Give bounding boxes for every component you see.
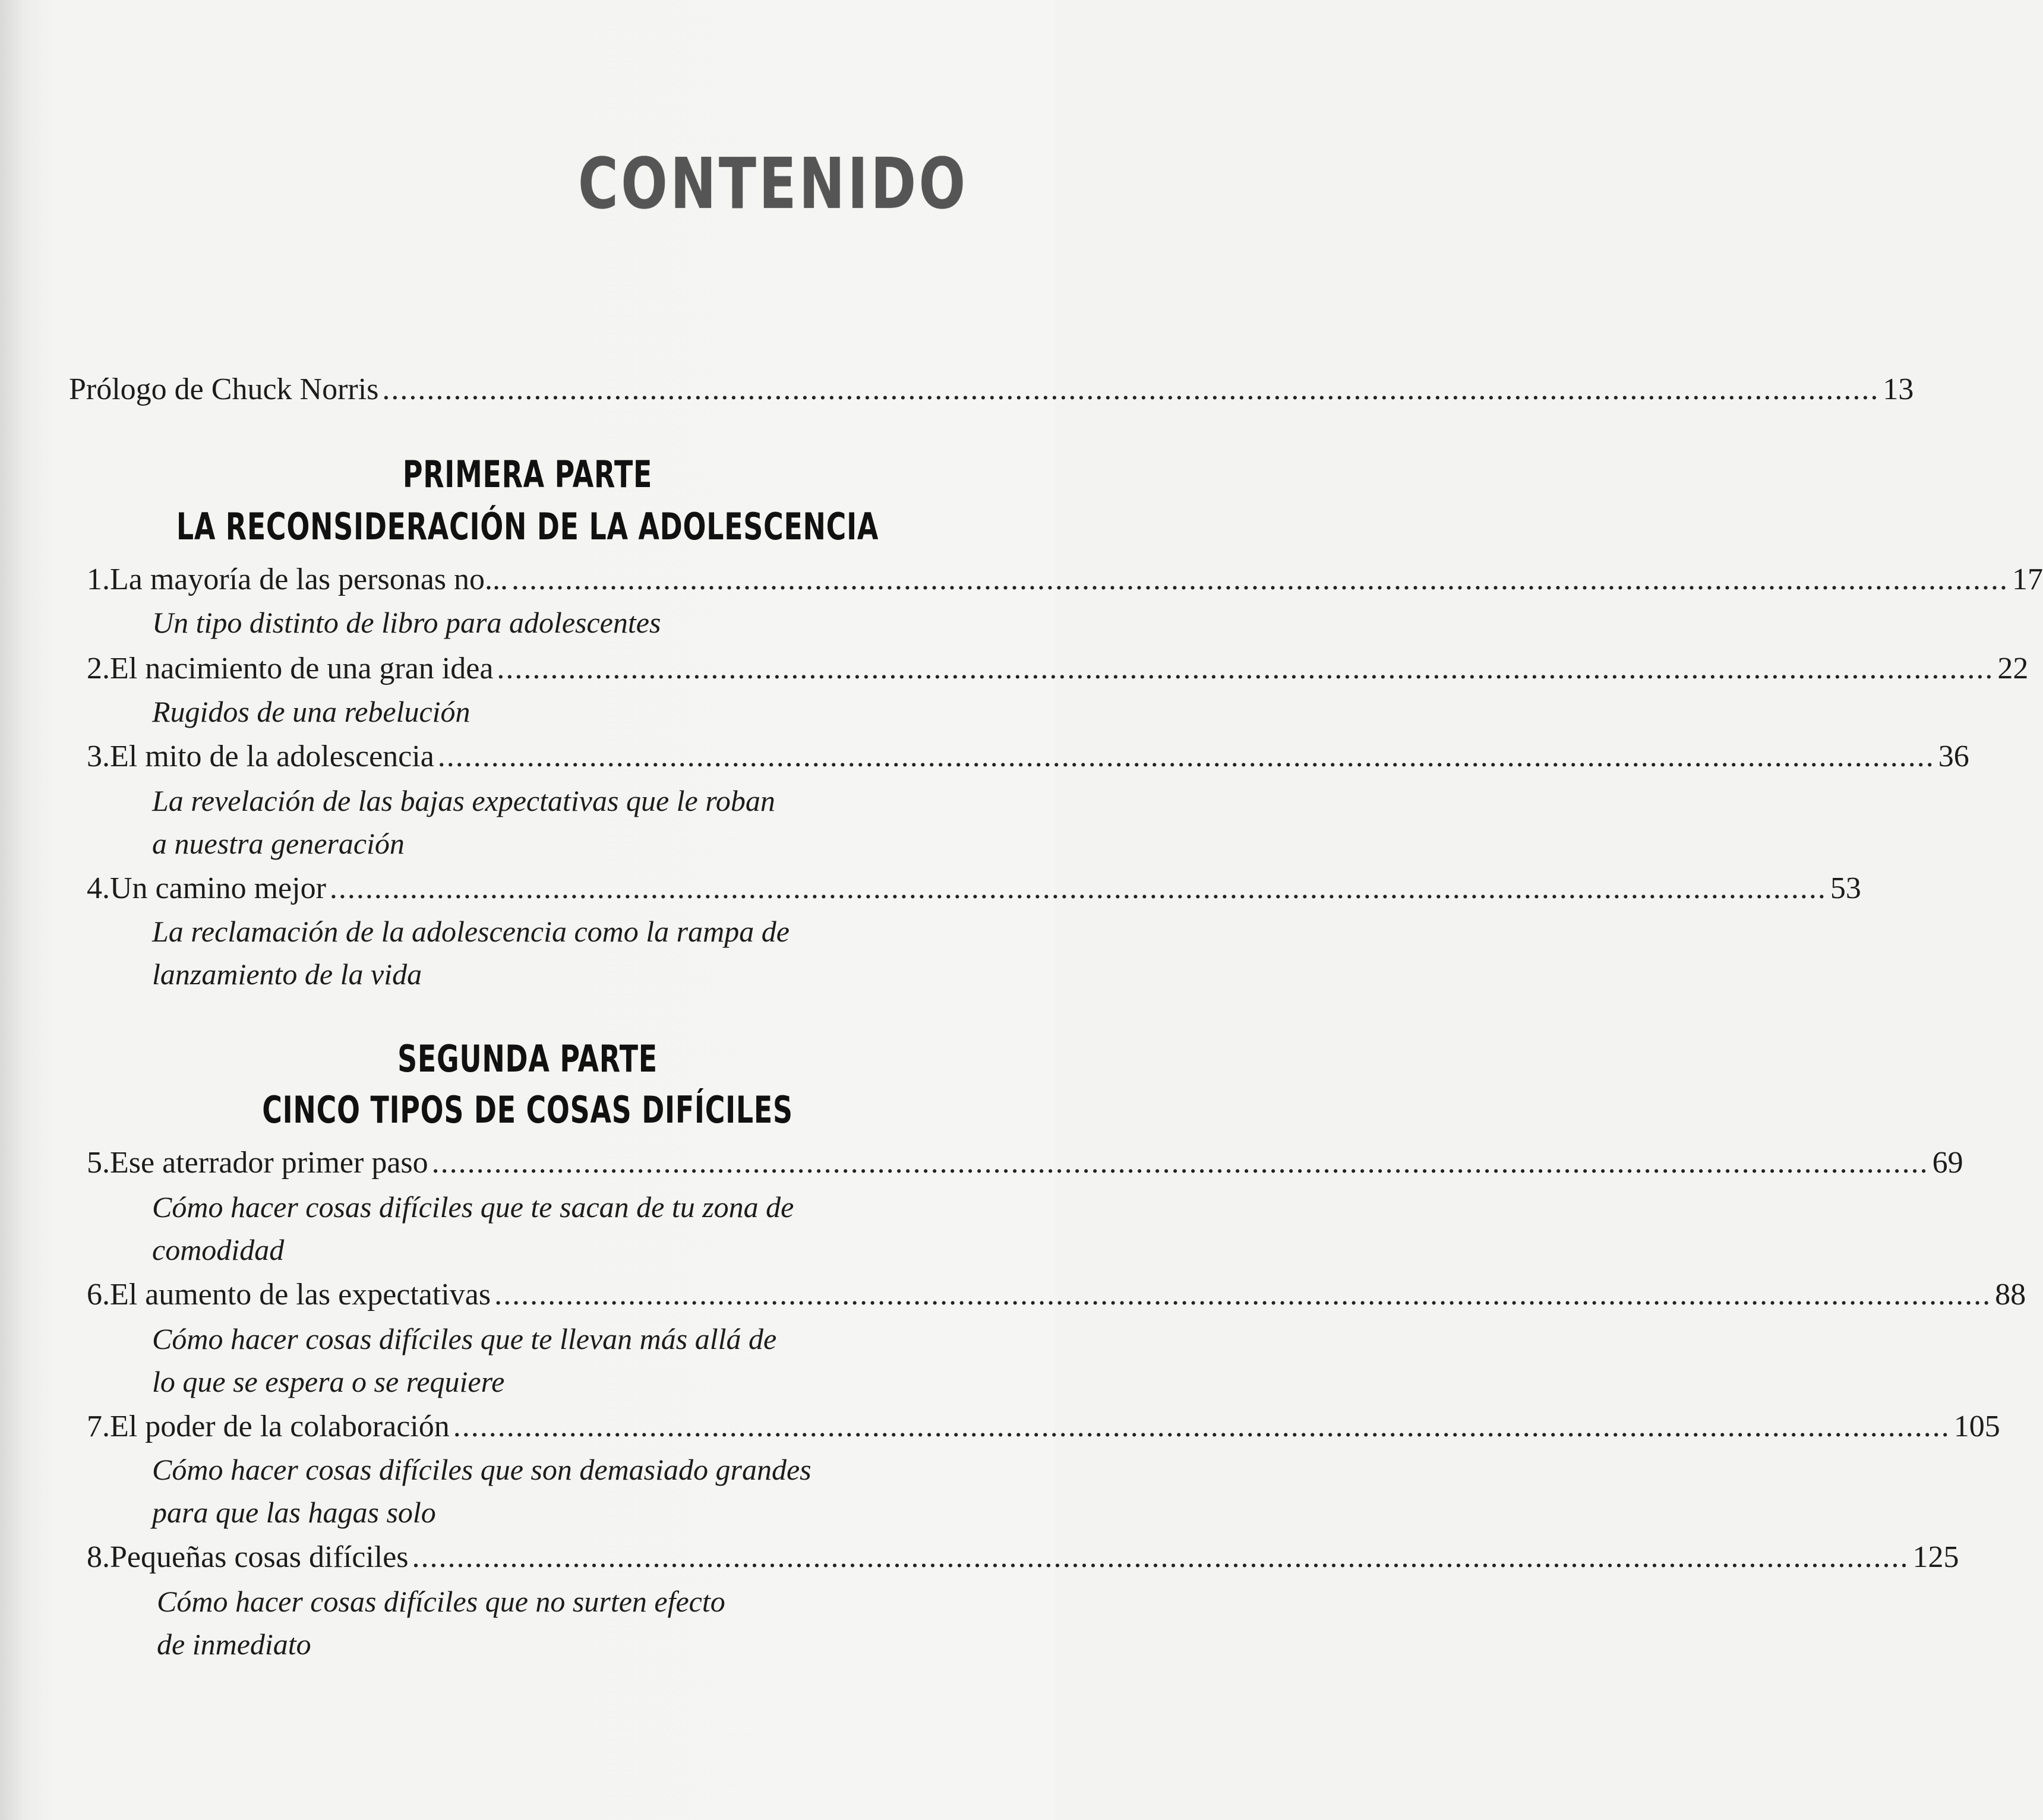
chapter-subtitle: La revelación de las bajas expectativas que le roban	[152, 784, 775, 817]
toc-entry-chapter	[87, 1540, 1959, 1574]
chapter-page: 125	[1912, 1540, 1959, 1574]
chapter-subtitle: lanzamiento de la vida	[152, 958, 422, 991]
toc-entry-chapter	[87, 740, 1969, 773]
toc-entry-page: 13	[1883, 372, 1914, 406]
chapter-page: 69	[1932, 1146, 1963, 1180]
chapter-number: 5.	[87, 1146, 110, 1180]
toc-entry-prologue	[69, 372, 1914, 406]
page-heading: CONTENIDO	[578, 143, 968, 225]
chapter-number: 2.	[87, 652, 110, 685]
part-label: SEGUNDA PARTE	[397, 1037, 658, 1080]
dot-leader: ........................................................................................................................................................................	[431, 1146, 1929, 1180]
toc-entry-chapter	[87, 1146, 1963, 1180]
toc-entry-chapter	[87, 1410, 2000, 1443]
dot-leader: ........................................................................................................................................................................	[382, 372, 1880, 406]
chapter-subtitle: Cómo hacer cosas difíciles que no surten efecto	[157, 1585, 725, 1618]
dot-leader: ........................................................................................................................................................................	[494, 1278, 1992, 1312]
chapter-number: 4.	[87, 871, 110, 905]
chapter-title: Ese aterrador primer paso	[110, 1146, 428, 1180]
chapter-subtitle: Un tipo distinto de libro para adolescentes	[152, 606, 661, 639]
part-title: CINCO TIPOS DE COSAS DIFÍCILES	[262, 1088, 793, 1132]
dot-leader: ........................................................................................................................................................................	[497, 652, 1994, 685]
chapter-page: 36	[1938, 740, 1969, 773]
chapter-subtitle: Cómo hacer cosas difíciles que te llevan más allá de	[152, 1322, 777, 1355]
part-title: LA RECONSIDERACIÓN DE LA ADOLESCENCIA	[176, 505, 879, 548]
chapter-number: 7.	[87, 1410, 110, 1443]
dot-leader: ........................................................................................................................................................................	[412, 1540, 1909, 1574]
chapter-subtitle: a nuestra generación	[152, 827, 405, 860]
chapter-title: El poder de la colaboración	[110, 1410, 450, 1443]
chapter-title: Un camino mejor	[110, 871, 326, 905]
toc-entry-chapter	[87, 871, 1861, 905]
chapter-title: El mito de la adolescencia	[110, 740, 434, 773]
chapter-subtitle: lo que se espera o se requiere	[152, 1365, 505, 1398]
toc-entry-title: Prólogo de Chuck Norris	[69, 372, 379, 406]
chapter-subtitle: Cómo hacer cosas difíciles que te sacan de tu zona de	[152, 1190, 794, 1224]
chapter-number: 1.	[87, 563, 110, 596]
chapter-subtitle: Rugidos de una rebelución	[152, 695, 471, 728]
chapter-page: 17	[2012, 563, 2043, 596]
dot-leader: ........................................................................................................................................................................	[453, 1410, 1950, 1443]
dot-leader: ........................................................................................................................................................................	[437, 740, 1935, 773]
chapter-subtitle: La reclamación de la adolescencia como la rampa de	[152, 915, 790, 948]
chapter-title: El nacimiento de una gran idea	[110, 652, 494, 685]
chapter-subtitle: Cómo hacer cosas difíciles que son demasiado grandes	[152, 1453, 811, 1486]
dot-leader: ........................................................................................................................................................................	[511, 563, 2009, 596]
chapter-subtitle: de inmediato	[157, 1628, 311, 1661]
chapter-subtitle: para que las hagas solo	[152, 1496, 436, 1529]
toc-entry-chapter	[87, 563, 2043, 596]
part-label: PRIMERA PARTE	[402, 453, 653, 496]
chapter-page: 88	[1995, 1278, 2026, 1312]
chapter-number: 3.	[87, 740, 110, 773]
toc-entry-chapter	[87, 1278, 2026, 1312]
chapter-title: La mayoría de las personas no...	[110, 563, 509, 596]
chapter-page: 105	[1953, 1410, 2000, 1443]
chapter-page: 22	[1997, 652, 2029, 685]
chapter-number: 8.	[87, 1540, 110, 1574]
chapter-title: El aumento de las expectativas	[110, 1278, 491, 1312]
toc-entry-chapter	[87, 652, 2029, 685]
dot-leader: ........................................................................................................................................................................	[329, 871, 1827, 905]
chapter-subtitle: comodidad	[152, 1233, 285, 1266]
chapter-page: 53	[1830, 871, 1861, 905]
chapter-title: Pequeñas cosas difíciles	[110, 1540, 409, 1574]
chapter-number: 6.	[87, 1278, 110, 1312]
